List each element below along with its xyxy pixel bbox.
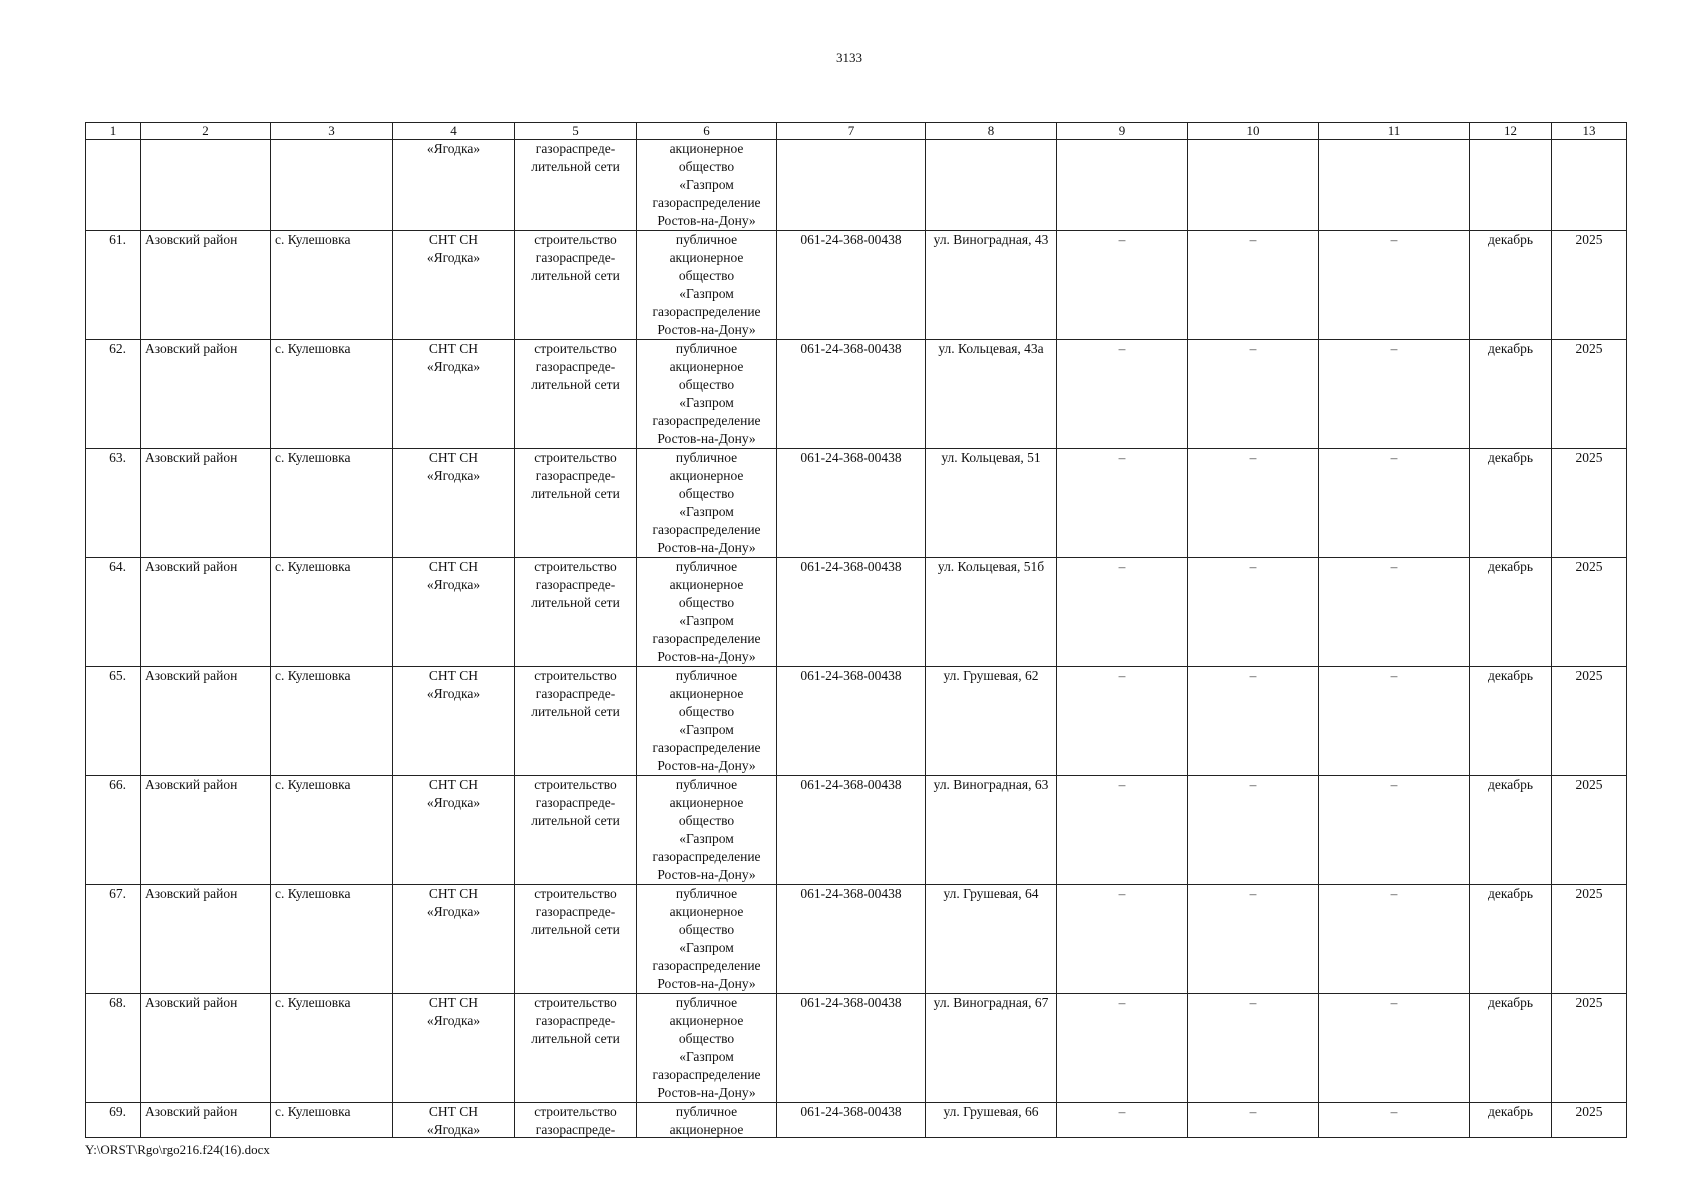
organization-cell: публичное акционерное общество «Газпром газораспределение Ростов-на-Дону»	[637, 558, 777, 667]
month-cell: декабрь	[1470, 1103, 1552, 1138]
object-cell: СНТ СН «Ягодка»	[393, 667, 515, 776]
column-10-cell: –	[1188, 1103, 1319, 1138]
code-cell: 061-24-368-00438	[777, 340, 926, 449]
month-cell: декабрь	[1470, 340, 1552, 449]
organization-cell: публичное акционерное общество «Газпром газораспределение Ростов-на-Дону»	[637, 994, 777, 1103]
column-10-cell: –	[1188, 231, 1319, 340]
locality-cell: с. Кулешовка	[271, 558, 393, 667]
table-row	[86, 1103, 1627, 1138]
column-9-cell: –	[1057, 231, 1188, 340]
column-9-cell: –	[1057, 885, 1188, 994]
column-11-cell: –	[1319, 558, 1470, 667]
column-header: 11	[1319, 123, 1470, 140]
column-9-cell: –	[1057, 1103, 1188, 1138]
month-cell: декабрь	[1470, 994, 1552, 1103]
month-cell: декабрь	[1470, 231, 1552, 340]
organization-cell: публичное акционерное общество «Газпром газораспределение Ростов-на-Дону»	[637, 449, 777, 558]
column-header: 8	[926, 123, 1057, 140]
year-cell: 2025	[1552, 776, 1627, 885]
object-cell: СНТ СН «Ягодка»	[393, 558, 515, 667]
object-cell: СНТ СН «Ягодка»	[393, 1103, 515, 1138]
district-cell: Азовский район	[141, 558, 271, 667]
column-9-cell: –	[1057, 776, 1188, 885]
address-cell: ул. Грушевая, 66	[926, 1103, 1057, 1138]
column-header: 6	[637, 123, 777, 140]
address-cell: ул. Грушевая, 62	[926, 667, 1057, 776]
month-cell: декабрь	[1470, 558, 1552, 667]
locality-cell: с. Кулешовка	[271, 667, 393, 776]
code-cell: 061-24-368-00438	[777, 667, 926, 776]
row-number-cell: 67.	[86, 885, 141, 994]
district-cell: Азовский район	[141, 231, 271, 340]
district-cell: Азовский район	[141, 1103, 271, 1138]
table-row	[86, 994, 1627, 1103]
object-cell: «Ягодка»	[393, 140, 515, 231]
row-number-cell: 63.	[86, 449, 141, 558]
work-cell: газораспреде- лительной сети	[515, 140, 637, 231]
work-cell: строительство газораспреде- лительной сети	[515, 667, 637, 776]
district-cell: Азовский район	[141, 340, 271, 449]
district-cell: Азовский район	[141, 885, 271, 994]
table-row	[86, 449, 1627, 558]
table-row	[86, 340, 1627, 449]
work-cell: строительство газораспреде- лительной сети	[515, 340, 637, 449]
column-11-cell: –	[1319, 340, 1470, 449]
footer-file-path: Y:\ORST\Rgo\rgo216.f24(16).docx	[85, 1142, 270, 1157]
locality-cell: с. Кулешовка	[271, 885, 393, 994]
organization-cell: акционерное общество «Газпром газораспределение Ростов-на-Дону»	[637, 140, 777, 231]
object-cell: СНТ СН «Ягодка»	[393, 994, 515, 1103]
locality-cell: с. Кулешовка	[271, 340, 393, 449]
code-cell: 061-24-368-00438	[777, 449, 926, 558]
column-10-cell: –	[1188, 885, 1319, 994]
column-9-cell: –	[1057, 994, 1188, 1103]
table-row	[86, 558, 1627, 667]
work-cell: строительство газораспреде- лительной сети	[515, 776, 637, 885]
district-cell: Азовский район	[141, 667, 271, 776]
locality-cell: с. Кулешовка	[271, 994, 393, 1103]
column-11-cell: –	[1319, 1103, 1470, 1138]
column-header: 3	[271, 123, 393, 140]
year-cell: 2025	[1552, 667, 1627, 776]
table-row	[86, 667, 1627, 776]
year-cell: 2025	[1552, 885, 1627, 994]
organization-cell: публичное акционерное общество «Газпром газораспределение Ростов-на-Дону»	[637, 776, 777, 885]
row-number-cell: 64.	[86, 558, 141, 667]
row-number-cell: 62.	[86, 340, 141, 449]
column-9-cell: –	[1057, 667, 1188, 776]
work-cell: строительство газораспреде-	[515, 1103, 637, 1138]
column-10-cell: –	[1188, 558, 1319, 667]
object-cell: СНТ СН «Ягодка»	[393, 340, 515, 449]
locality-cell: с. Кулешовка	[271, 776, 393, 885]
column-10-cell: –	[1188, 340, 1319, 449]
data-table	[85, 122, 1627, 1138]
year-cell: 2025	[1552, 231, 1627, 340]
address-cell: ул. Грушевая, 64	[926, 885, 1057, 994]
row-number-cell: 65.	[86, 667, 141, 776]
address-cell: ул. Кольцевая, 51б	[926, 558, 1057, 667]
row-number-cell: 69.	[86, 1103, 141, 1138]
organization-cell: публичное акционерное общество «Газпром газораспределение Ростов-на-Дону»	[637, 340, 777, 449]
object-cell: СНТ СН «Ягодка»	[393, 449, 515, 558]
year-cell: 2025	[1552, 1103, 1627, 1138]
month-cell: декабрь	[1470, 776, 1552, 885]
month-cell: декабрь	[1470, 667, 1552, 776]
table-row	[86, 231, 1627, 340]
work-cell: строительство газораспреде- лительной сети	[515, 994, 637, 1103]
code-cell: 061-24-368-00438	[777, 776, 926, 885]
table-row	[86, 776, 1627, 885]
code-cell: 061-24-368-00438	[777, 558, 926, 667]
row-number-cell: 66.	[86, 776, 141, 885]
column-9-cell: –	[1057, 449, 1188, 558]
column-header: 4	[393, 123, 515, 140]
locality-cell: с. Кулешовка	[271, 1103, 393, 1138]
column-header: 12	[1470, 123, 1552, 140]
address-cell: ул. Виноградная, 67	[926, 994, 1057, 1103]
district-cell: Азовский район	[141, 994, 271, 1103]
column-header: 1	[86, 123, 141, 140]
row-number-cell: 61.	[86, 231, 141, 340]
address-cell: ул. Виноградная, 43	[926, 231, 1057, 340]
organization-cell: публичное акционерное общество «Газпром газораспределение Ростов-на-Дону»	[637, 231, 777, 340]
month-cell: декабрь	[1470, 449, 1552, 558]
year-cell: 2025	[1552, 994, 1627, 1103]
district-cell: Азовский район	[141, 776, 271, 885]
code-cell: 061-24-368-00438	[777, 231, 926, 340]
locality-cell: с. Кулешовка	[271, 231, 393, 340]
column-11-cell: –	[1319, 994, 1470, 1103]
month-cell: декабрь	[1470, 885, 1552, 994]
column-header: 5	[515, 123, 637, 140]
code-cell: 061-24-368-00438	[777, 885, 926, 994]
organization-cell: публичное акционерное общество «Газпром газораспределение Ростов-на-Дону»	[637, 885, 777, 994]
column-header: 7	[777, 123, 926, 140]
column-9-cell: –	[1057, 340, 1188, 449]
work-cell: строительство газораспреде- лительной сети	[515, 449, 637, 558]
object-cell: СНТ СН «Ягодка»	[393, 776, 515, 885]
column-header: 2	[141, 123, 271, 140]
page-number: 3133	[836, 50, 862, 65]
object-cell: СНТ СН «Ягодка»	[393, 231, 515, 340]
address-cell: ул. Кольцевая, 51	[926, 449, 1057, 558]
column-11-cell: –	[1319, 885, 1470, 994]
column-10-cell: –	[1188, 449, 1319, 558]
year-cell: 2025	[1552, 340, 1627, 449]
column-header: 13	[1552, 123, 1627, 140]
column-10-cell: –	[1188, 994, 1319, 1103]
district-cell: Азовский район	[141, 449, 271, 558]
code-cell: 061-24-368-00438	[777, 1103, 926, 1138]
continuation-row	[86, 140, 1627, 231]
column-11-cell: –	[1319, 776, 1470, 885]
year-cell: 2025	[1552, 558, 1627, 667]
column-11-cell: –	[1319, 231, 1470, 340]
object-cell: СНТ СН «Ягодка»	[393, 885, 515, 994]
year-cell: 2025	[1552, 449, 1627, 558]
column-11-cell: –	[1319, 667, 1470, 776]
address-cell: ул. Виноградная, 63	[926, 776, 1057, 885]
row-number-cell: 68.	[86, 994, 141, 1103]
work-cell: строительство газораспреде- лительной сети	[515, 231, 637, 340]
header-row	[86, 123, 1627, 140]
column-11-cell: –	[1319, 449, 1470, 558]
work-cell: строительство газораспреде- лительной сети	[515, 558, 637, 667]
locality-cell: с. Кулешовка	[271, 449, 393, 558]
organization-cell: публичное акционерное общество «Газпром газораспределение Ростов-на-Дону»	[637, 667, 777, 776]
column-10-cell: –	[1188, 776, 1319, 885]
code-cell: 061-24-368-00438	[777, 994, 926, 1103]
address-cell: ул. Кольцевая, 43а	[926, 340, 1057, 449]
table-row	[86, 885, 1627, 994]
column-10-cell: –	[1188, 667, 1319, 776]
column-header: 10	[1188, 123, 1319, 140]
column-9-cell: –	[1057, 558, 1188, 667]
organization-cell: публичное акционерное	[637, 1103, 777, 1138]
work-cell: строительство газораспреде- лительной сети	[515, 885, 637, 994]
column-header: 9	[1057, 123, 1188, 140]
